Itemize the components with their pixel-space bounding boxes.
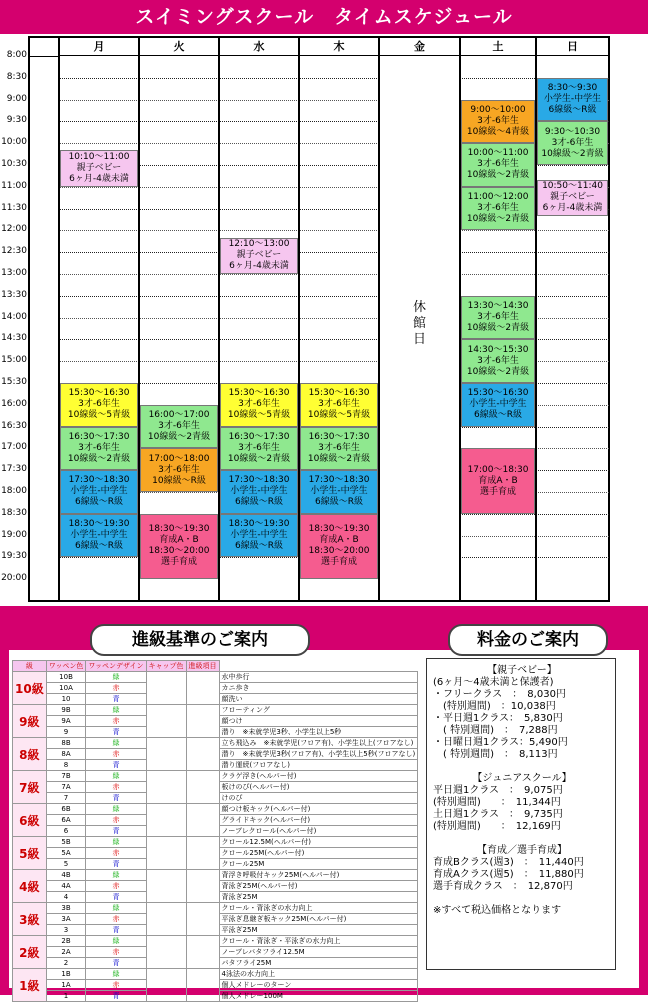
class-block-line: 6ヶ月-4歳未満 xyxy=(229,261,289,272)
class-block-line: 10線級～2青級 xyxy=(67,453,131,464)
time-label: 11:00 xyxy=(1,180,27,191)
patch-design xyxy=(146,870,186,903)
time-label: 8:00 xyxy=(6,50,27,60)
patch-color: 緑 xyxy=(86,672,146,683)
time-label: 11:30 xyxy=(1,202,27,213)
class-block[interactable] xyxy=(220,238,298,274)
level-item: 個人メドレー100M xyxy=(219,991,418,1002)
class-block-line: 6線級～R級 xyxy=(474,410,522,421)
fees-box xyxy=(426,658,616,970)
class-block-line: 18:30～19:30 xyxy=(308,524,370,535)
grade-label: 10級 xyxy=(13,672,47,705)
class-block-line: 10線級～5青級 xyxy=(307,410,371,421)
level-code: 5A xyxy=(46,848,86,859)
level-code: 5B xyxy=(46,837,86,848)
time-label: 20:00 xyxy=(1,573,27,584)
fee-line: 【育成／選手育成】 xyxy=(477,845,567,856)
level-item: クラゲ浮き(ヘルパー付) xyxy=(219,771,418,782)
level-item: 潜り運続(フロアなし) xyxy=(219,760,418,771)
class-block-line: 16:30～17:30 xyxy=(228,431,290,442)
class-block[interactable] xyxy=(220,470,298,514)
time-label: 19:00 xyxy=(1,529,27,540)
class-block-line: 15:30～16:30 xyxy=(308,388,370,399)
day-header: 土 xyxy=(460,38,536,56)
page-title: スイミングスクール タイムスケジュール xyxy=(0,0,648,34)
class-block[interactable] xyxy=(537,180,608,216)
class-block-line: 小学生-中学生 xyxy=(70,486,128,497)
class-block-line: 13:30～14:30 xyxy=(467,301,529,312)
class-block-line: 15:30～16:30 xyxy=(68,388,130,399)
patch-design xyxy=(146,804,186,837)
patch-color: 赤 xyxy=(86,716,146,727)
level-code: 7 xyxy=(46,793,86,804)
level-item: クロール12.5M(ヘルパー付) xyxy=(219,837,418,848)
class-block-line: 18:30～20:00 xyxy=(308,546,370,557)
class-block-line: 選手育成 xyxy=(479,486,516,497)
level-item: バタフライ25M xyxy=(219,958,418,969)
fee-line: 【ジュニアスクール】 xyxy=(472,773,572,784)
grade-label: 4級 xyxy=(13,870,47,903)
time-label: 12:30 xyxy=(1,246,27,257)
patch-design xyxy=(146,837,186,870)
patch-color: 青 xyxy=(86,958,146,969)
class-block-line: 10:00～11:00 xyxy=(467,148,529,159)
class-block[interactable] xyxy=(461,187,535,231)
day-header: 火 xyxy=(139,38,219,56)
class-block-line: 6線級～R級 xyxy=(548,105,597,116)
class-block-line: 18:30～20:00 xyxy=(148,546,210,557)
class-block-line: 6線級～R級 xyxy=(75,497,123,508)
class-block[interactable] xyxy=(461,143,535,187)
time-label: 12:00 xyxy=(1,224,27,235)
class-block-line: 16:30～17:30 xyxy=(68,431,130,442)
level-code: 3A xyxy=(46,914,86,925)
cap-color xyxy=(186,936,219,969)
patch-design xyxy=(146,705,186,738)
class-block-line: 3才-6年生 xyxy=(318,399,360,410)
class-block-line: 17:30～18:30 xyxy=(68,475,130,486)
patch-color: 緑 xyxy=(86,969,146,980)
level-item: 背浮き呼吸付キック25M(ヘルパー付) xyxy=(219,870,418,881)
class-block[interactable] xyxy=(461,339,535,383)
class-block-line: 育成A・B xyxy=(319,535,359,546)
patch-design xyxy=(146,903,186,936)
level-item: グライドキック(ヘルパー付) xyxy=(219,815,418,826)
class-block[interactable] xyxy=(220,514,298,558)
class-block-line: 17:30～18:30 xyxy=(228,475,290,486)
patch-color: 緑 xyxy=(86,837,146,848)
time-label: 13:00 xyxy=(1,268,27,278)
patch-design xyxy=(146,738,186,771)
levels-header: 進級項目 xyxy=(186,661,219,672)
level-code: 6 xyxy=(46,826,86,837)
class-block-line: 10線級～2青級 xyxy=(147,432,211,443)
levels-header: キャップ色 xyxy=(146,661,186,672)
patch-color: 青 xyxy=(86,694,146,705)
level-code: 7B xyxy=(46,771,86,782)
class-block[interactable] xyxy=(300,383,378,427)
class-block[interactable] xyxy=(60,150,138,186)
time-label: 13:30 xyxy=(1,289,27,300)
level-code: 2A xyxy=(46,947,86,958)
class-block-line: 小学生-中学生 xyxy=(469,399,527,410)
level-code: 1 xyxy=(46,991,86,1002)
day-header: 水 xyxy=(219,38,299,56)
class-block-line: 6線級～R級 xyxy=(75,541,123,552)
fee-line: 育成Aクラス(週5) ： 11,880円 xyxy=(433,869,584,880)
class-block-line: 10線級～2青級 xyxy=(466,214,530,225)
class-block-line: 6ヶ月-4歳未満 xyxy=(542,203,603,214)
class-block[interactable] xyxy=(220,383,298,427)
level-code: 6B xyxy=(46,804,86,815)
class-block-line: 3才-6年生 xyxy=(158,421,200,432)
levels-header: 級 xyxy=(13,661,47,672)
level-code: 2 xyxy=(46,958,86,969)
time-label: 18:00 xyxy=(1,486,27,496)
patch-color: 緑 xyxy=(86,804,146,815)
time-label: 9:00 xyxy=(6,93,27,104)
level-code: 10B xyxy=(46,672,86,683)
class-block-line: 3才-6年生 xyxy=(477,159,519,170)
class-block-line: 6ヶ月-4歳未満 xyxy=(69,174,129,185)
class-block-line: 10線級～5青級 xyxy=(227,410,291,421)
class-block-line: 14:30～15:30 xyxy=(467,344,529,355)
grade-label: 8級 xyxy=(13,738,47,771)
patch-color: 青 xyxy=(86,892,146,903)
class-block-line: 11:00～12:00 xyxy=(467,192,529,203)
level-item: 顔洗い xyxy=(219,694,418,705)
cap-color xyxy=(186,771,219,804)
class-block-line: 16:30～17:30 xyxy=(308,431,370,442)
time-label: 10:30 xyxy=(1,159,27,169)
levels-header: ワッペンデザイン xyxy=(86,661,146,672)
patch-color: 緑 xyxy=(86,870,146,881)
class-block-line: 18:30～19:30 xyxy=(148,524,210,535)
closed-label: 休 館 日 xyxy=(412,300,426,347)
patch-color: 青 xyxy=(86,925,146,936)
fee-line: ※すべて税込価格となります xyxy=(433,905,562,916)
class-block-line: 3才-6年生 xyxy=(551,137,594,148)
level-code: 5 xyxy=(46,859,86,870)
level-item: 顔つけ板キック(ヘルパー付) xyxy=(219,804,418,815)
patch-color: 緑 xyxy=(86,771,146,782)
cap-color xyxy=(186,705,219,738)
class-block-line: 9:30～10:30 xyxy=(544,126,601,137)
patch-color: 青 xyxy=(86,826,146,837)
level-code: 9B xyxy=(46,705,86,716)
grade-label: 2級 xyxy=(13,936,47,969)
patch-color: 青 xyxy=(86,727,146,738)
class-block[interactable] xyxy=(537,121,608,165)
class-block-line: 3才-6年生 xyxy=(78,399,120,410)
class-block-line: 10線級～2青級 xyxy=(307,453,371,464)
level-code: 3B xyxy=(46,903,86,914)
level-code: 9A xyxy=(46,716,86,727)
cap-color xyxy=(186,837,219,870)
fee-line: 選手育成クラス ： 12,870円 xyxy=(433,881,573,892)
fee-line xyxy=(433,833,611,845)
class-block-line: 9:00～10:00 xyxy=(470,104,526,115)
class-block-line: 10線級～2青級 xyxy=(466,323,530,334)
class-block-line: 15:30～16:30 xyxy=(228,388,290,399)
time-label: 19:30 xyxy=(1,551,27,562)
time-label: 14:00 xyxy=(1,311,27,322)
level-item: 顔つけ xyxy=(219,716,418,727)
level-item: けのび xyxy=(219,793,418,804)
time-label: 17:30 xyxy=(1,464,27,475)
class-block-line: 10線級～R級 xyxy=(152,475,206,486)
level-item: 背泳ぎ25M(ヘルパー付) xyxy=(219,881,418,892)
class-block-line: 6線級～R級 xyxy=(235,541,283,552)
level-item: カニ歩き xyxy=(219,683,418,694)
class-block[interactable] xyxy=(140,448,218,492)
time-label: 16:00 xyxy=(1,398,27,409)
class-block-line: 親子ベビー xyxy=(76,163,122,174)
class-block-line: 10線級～2青級 xyxy=(541,148,604,159)
class-block-line: 17:00～18:30 xyxy=(467,464,529,475)
fee-line: ・日曜日週1クラス：5,490円 xyxy=(433,737,568,748)
level-code: 10A xyxy=(46,683,86,694)
class-block[interactable] xyxy=(461,296,535,340)
fee-line: ・フリークラス ： 8,030円 xyxy=(433,689,566,700)
class-block-line: 10線級～2青級 xyxy=(466,366,530,377)
level-code: 1A xyxy=(46,980,86,991)
level-item: 平泳ぎ25M xyxy=(219,925,418,936)
patch-color: 赤 xyxy=(86,947,146,958)
fees-title: 料金のご案内 xyxy=(448,624,608,656)
class-block-line: 10:10～11:00 xyxy=(68,152,130,163)
patch-color: 赤 xyxy=(86,848,146,859)
class-block-line: 17:00～18:00 xyxy=(148,453,210,464)
level-code: 9 xyxy=(46,727,86,738)
class-block-line: 3才-6年生 xyxy=(158,464,200,475)
level-item: ノーブレクロール(ヘルパー付) xyxy=(219,826,418,837)
class-block-line: 小学生-中学生 xyxy=(230,530,288,541)
fees-list xyxy=(433,665,611,917)
class-block-line: 8:30～9:30 xyxy=(547,83,598,94)
time-label: 15:30 xyxy=(1,377,27,387)
level-item: クロール・背泳ぎ・平泳ぎの水力向上 xyxy=(219,936,418,947)
class-block-line: 3才-6年生 xyxy=(238,442,280,453)
level-item: 4泳法の水力向上 xyxy=(219,969,418,980)
class-block[interactable] xyxy=(461,448,535,513)
class-block-line: 10線級～2青級 xyxy=(227,453,291,464)
cap-color xyxy=(186,903,219,936)
class-block[interactable] xyxy=(60,470,138,514)
class-block[interactable] xyxy=(537,78,608,122)
class-block-line: 選手育成 xyxy=(160,557,197,568)
fee-line: ( 特別週間) ： 8,113円 xyxy=(433,749,558,760)
grade-label: 3級 xyxy=(13,903,47,936)
cap-color xyxy=(186,804,219,837)
cap-color xyxy=(186,738,219,771)
class-block-line: 17:30～18:30 xyxy=(308,475,370,486)
time-label: 14:30 xyxy=(1,333,27,344)
class-block-line: 10線級～2青級 xyxy=(466,170,530,181)
level-item: ノーブレバタフライ12.5M xyxy=(219,947,418,958)
class-block-line: 6線級～R級 xyxy=(235,497,283,508)
fee-line: 【親子ベビー】 xyxy=(487,665,557,676)
class-block[interactable] xyxy=(461,100,535,144)
level-code: 8B xyxy=(46,738,86,749)
fee-line: 育成Bクラス(週3) ： 11,440円 xyxy=(433,857,584,868)
class-block-line: 10:50～11:40 xyxy=(542,181,603,192)
patch-design xyxy=(146,936,186,969)
class-block[interactable] xyxy=(140,405,218,449)
fee-line: 土日週1クラス ： 9,735円 xyxy=(433,809,563,820)
level-item: 立ち飛込み ※未就学児(フロア有)、小学生以上(フロアなし) xyxy=(219,738,418,749)
class-block-line: 育成A・B xyxy=(159,535,199,546)
day-header: 木 xyxy=(299,38,379,56)
patch-color: 青 xyxy=(86,859,146,870)
time-label: 8:30 xyxy=(6,71,27,82)
class-block-line: 6線級～R級 xyxy=(315,497,363,508)
class-block-line: 10線級～4青級 xyxy=(466,126,530,137)
fee-line xyxy=(433,893,611,905)
grade-label: 7級 xyxy=(13,771,47,804)
patch-color: 赤 xyxy=(86,815,146,826)
day-header: 月 xyxy=(59,38,139,56)
fee-line: ・平日週1クラス： 5,830円 xyxy=(433,713,563,724)
fee-line: (特別週間) ：10,038円 xyxy=(433,701,556,712)
level-item: 潜り ※未就学児3秒、小学生以上5秒 xyxy=(219,727,418,738)
class-block-line: 選手育成 xyxy=(320,557,357,568)
patch-color: 緑 xyxy=(86,936,146,947)
levels-table-wrap xyxy=(12,660,416,1000)
class-block-line: 18:30～19:30 xyxy=(68,519,130,530)
levels-header: ワッペン色 xyxy=(46,661,86,672)
levels-title: 進級基準のご案内 xyxy=(90,624,310,656)
level-item: クロール・背泳ぎの水力向上 xyxy=(219,903,418,914)
class-block-line: 小学生-中学生 xyxy=(543,94,602,105)
level-code: 2B xyxy=(46,936,86,947)
class-block-line: 10線級～5青級 xyxy=(67,410,131,421)
patch-color: 緑 xyxy=(86,903,146,914)
class-block-line: 16:00～17:00 xyxy=(148,410,210,421)
cap-color xyxy=(186,969,219,1002)
level-code: 4A xyxy=(46,881,86,892)
cap-color xyxy=(186,672,219,705)
fee-line: (特別週間) ： 12,169円 xyxy=(433,821,561,832)
level-code: 8 xyxy=(46,760,86,771)
level-item: 背泳ぎ25M xyxy=(219,892,418,903)
class-block-line: 小学生-中学生 xyxy=(70,530,128,541)
class-block[interactable] xyxy=(60,383,138,427)
class-block-line: 小学生-中学生 xyxy=(230,486,288,497)
level-code: 8A xyxy=(46,749,86,760)
level-code: 7A xyxy=(46,782,86,793)
patch-color: 赤 xyxy=(86,881,146,892)
day-header: 日 xyxy=(536,38,609,56)
level-code: 1B xyxy=(46,969,86,980)
class-block-line: 3才-6年生 xyxy=(477,203,519,214)
patch-color: 緑 xyxy=(86,705,146,716)
class-block[interactable] xyxy=(300,427,378,471)
time-label: 16:30 xyxy=(1,420,27,431)
class-block[interactable] xyxy=(300,514,378,579)
level-item: 水中歩行 xyxy=(219,672,418,683)
day-header: 金 xyxy=(379,38,460,56)
level-code: 10 xyxy=(46,694,86,705)
level-item: 板けのび(ヘルパー付) xyxy=(219,782,418,793)
patch-color: 赤 xyxy=(86,749,146,760)
patch-color: 青 xyxy=(86,793,146,804)
patch-color: 青 xyxy=(86,991,146,1002)
time-label: 18:30 xyxy=(1,507,27,518)
class-block[interactable] xyxy=(140,514,218,579)
patch-design xyxy=(146,771,186,804)
class-block-line: 3才-6年生 xyxy=(78,442,120,453)
class-block-line: 15:30～16:30 xyxy=(467,388,529,399)
class-block-line: 小学生-中学生 xyxy=(310,486,368,497)
patch-design xyxy=(146,969,186,1002)
patch-design xyxy=(146,672,186,705)
patch-color: 青 xyxy=(86,760,146,771)
grade-label: 9級 xyxy=(13,705,47,738)
class-block-line: 親子ベビー xyxy=(550,192,595,203)
grade-label: 5級 xyxy=(13,837,47,870)
class-block-line: 3才-6年生 xyxy=(477,115,519,126)
fee-line: 平日週1クラス ： 9,075円 xyxy=(433,785,563,796)
class-block[interactable] xyxy=(60,427,138,471)
class-block[interactable] xyxy=(220,427,298,471)
patch-color: 赤 xyxy=(86,782,146,793)
time-label: 10:00 xyxy=(1,137,27,148)
fee-line: ( 特別週間) ： 7,288円 xyxy=(433,725,558,736)
class-block-line: 親子ベビー xyxy=(236,250,282,261)
level-item: 個人メドレーのターン xyxy=(219,980,418,991)
fee-line xyxy=(433,761,611,773)
fee-line: (特別週間) ： 11,344円 xyxy=(433,797,561,808)
class-block-line: 18:30～19:30 xyxy=(228,519,290,530)
patch-color: 緑 xyxy=(86,738,146,749)
time-label: 15:00 xyxy=(1,355,27,366)
class-block[interactable] xyxy=(60,514,138,558)
level-item: 潜り ※未就学児3秒(フロア有)、小学生以上5秒(フロアなし) xyxy=(219,749,418,760)
cap-color xyxy=(186,870,219,903)
grade-label: 6級 xyxy=(13,804,47,837)
level-item: クロール25M xyxy=(219,859,418,870)
patch-color: 赤 xyxy=(86,914,146,925)
levels-table xyxy=(12,660,418,1002)
class-block[interactable] xyxy=(461,383,535,427)
fee-line: (6ヶ月～4歳未満と保護者) xyxy=(433,677,554,688)
class-block-line: 12:10～13:00 xyxy=(228,239,290,250)
level-code: 4B xyxy=(46,870,86,881)
grade-label: 1級 xyxy=(13,969,47,1002)
patch-color: 赤 xyxy=(86,683,146,694)
time-label: 17:00 xyxy=(1,442,27,453)
class-block-line: 3才-6年生 xyxy=(238,399,280,410)
class-block[interactable] xyxy=(300,470,378,514)
patch-color: 赤 xyxy=(86,980,146,991)
class-block-line: 3才-6年生 xyxy=(318,442,360,453)
class-block-line: 3才-6年生 xyxy=(477,312,519,323)
level-item: 平泳ぎ息継ぎ板キック25M(ヘルパー付) xyxy=(219,914,418,925)
class-block-line: 育成A・B xyxy=(478,475,518,486)
level-item: クロール25M(ヘルパー付) xyxy=(219,848,418,859)
level-item: フローティング xyxy=(219,705,418,716)
level-code: 6A xyxy=(46,815,86,826)
header-underline xyxy=(30,56,59,57)
class-block-line: 3才-6年生 xyxy=(477,355,519,366)
level-code: 3 xyxy=(46,925,86,936)
time-label: 9:30 xyxy=(6,115,27,126)
level-code: 4 xyxy=(46,892,86,903)
